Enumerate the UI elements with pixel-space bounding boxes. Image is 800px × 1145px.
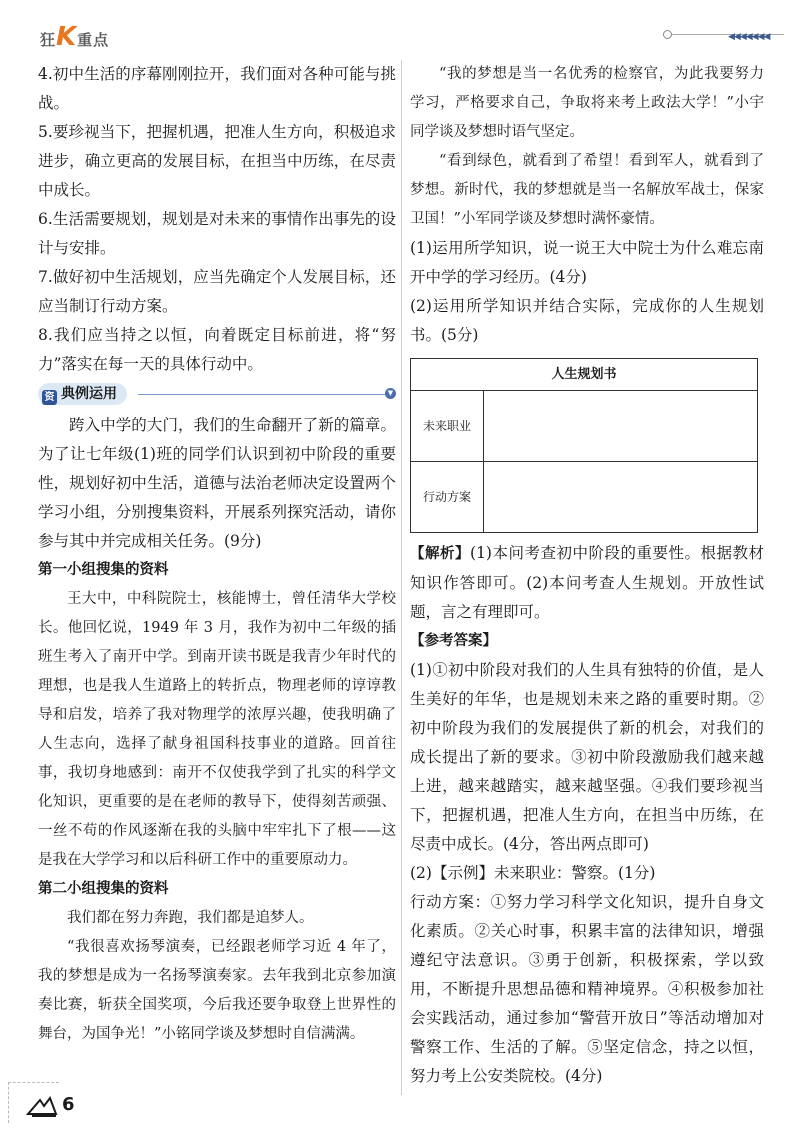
answer-2-example: (2)【示例】未来职业：警察。(1分) <box>410 864 656 882</box>
career-answer-cell[interactable] <box>484 391 758 462</box>
answer-2-plan: 行动方案：①努力学习科学文化知识，提升自身文化素质。②关心时事，积累丰富的法律知识，增强遵纪守法意识。③勇于创新，积极探索，学以致用，不断提升思想品德和精神境界。④积极参加社会实践活动，通过参加“警营开放日”等活动增加对警察工作、生活的了解。⑤坚定信念，持之以恒，努力考上公安类院校。(4分) <box>410 893 764 1085</box>
analysis-paragraph <box>410 539 764 627</box>
question-1: (1)运用所学知识，说一说王大中院士为什么难忘南开中学的学习经历。(4分) <box>410 239 764 286</box>
chevron-down-icon: ▼ <box>385 388 396 399</box>
group1-material: 王大中，中科院院士，核能博士，曾任清华大学校长。他回忆说，1949 年 3 月，我作为初中二年级的插班生考入了南开中学。到南开读书既是我青少年时代的理想，也是我人生道路上的转折点，物理老师的谆谆教导和启发，培养了我对物理学的浓厚兴趣，使我明确了人生志向，选择了献身祖国科技事业的道路。回首往事，我切身地感到：南开不仅使我学到了扎实的科学文化知识，更重要的是在老师的教导下，使得刻苦顽强、一丝不苟的作风逐渐在我的头脑中牢牢扎下了根——这是我在大学学习和以后科研工作中的重要原动力。 <box>38 591 396 868</box>
analysis-text: (1)本问考查初中阶段的重要性。根据教材知识作答即可。(2)本问考查人生规划。开放性试题，言之有理即可。 <box>410 544 764 621</box>
life-plan-table <box>410 358 758 533</box>
table-title: 人生规划书 <box>411 359 758 391</box>
column-divider <box>401 60 402 1095</box>
quote-prosecutor: “我的梦想是当一名优秀的检察官，为此我要努力学习，严格要求自己，争取将来考上政法大学！”小宇同学谈及梦想时语气坚定。 <box>410 66 764 140</box>
section-rule <box>138 394 386 395</box>
page-number: 6 <box>62 1094 75 1115</box>
header-circle-icon <box>663 30 672 39</box>
group1-heading: 第一小组搜集的资料 <box>38 562 169 578</box>
section-title-pill <box>38 383 127 405</box>
analysis-label: 【解析】 <box>410 546 471 562</box>
logo-text-a: 狂 <box>40 31 57 49</box>
answer-label: 【参考答案】 <box>410 633 497 649</box>
question-2: (2)运用所学知识并结合实际，完成你的人生规划书。(5分) <box>410 297 764 344</box>
group2-quote: “我很喜欢扬琴演奏，已经跟老师学习近 4 年了，我的梦想是成为一名扬琴演奏家。去年我到北京参加演奏比赛，斩获全国奖项，今后我还要争取登上世界性的舞台，为国争光！”小铭同学谈及梦想时自信满满。 <box>38 939 396 1042</box>
group2-heading: 第二小组搜集的资料 <box>38 881 169 897</box>
brand-logo <box>40 22 109 52</box>
group2-intro: 我们都在努力奔跑，我们都是追梦人。 <box>67 910 314 926</box>
header-arrows-icon: ◀◀◀◀◀◀◀ <box>728 32 770 42</box>
left-column <box>38 60 396 1049</box>
logo-k: K <box>56 22 78 52</box>
point-5: 5.要珍视当下，把握机遇，把准人生方向，积极追求进步，确立更高的发展目标，在担当中历练，在尽责中成长。 <box>38 123 396 199</box>
point-6: 6.生活需要规划，规划是对未来的事情作出事先的设计与安排。 <box>38 210 396 257</box>
row-label-career: 未来职业 <box>411 391 484 462</box>
row-label-plan: 行动方案 <box>411 462 484 533</box>
resource-icon: 资 <box>42 390 57 405</box>
point-7: 7.做好初中生活规划，应当先确定个人发展目标，还应当制订行动方案。 <box>38 268 396 315</box>
point-4: 4.初中生活的序幕刚刚拉开，我们面对各种可能与挑战。 <box>38 65 396 112</box>
answer-1: (1)①初中阶段对我们的人生具有独特的价值，是人生美好的年华，也是规划未来之路的重要时期。②初中阶段为我们的发展提供了新的机会，对我们的成长提出了新的要求。③初中阶段激励我们越来越上进，越来越踏实，越来越坚强。④我们要珍视当下，把握机遇，把准人生方向，在担当中历练，在尽责中成长。(4分，答出两点即可) <box>410 661 764 853</box>
plan-answer-cell[interactable] <box>484 462 758 533</box>
point-8: 8.我们应当持之以恒，向着既定目标前进，将“努力”落实在每一天的具体行动中。 <box>38 326 396 373</box>
section-title: 典例运用 <box>61 386 117 402</box>
section-header <box>38 383 396 405</box>
page-header <box>0 0 800 50</box>
intro-paragraph: 跨入中学的大门，我们的生命翻开了新的篇章。为了让七年级(1)班的同学们认识到初中阶段的重要性，规划好初中生活，道德与法治老师决定设置两个学习小组，分别搜集资料，开展系列探究活动，请你参与其中并完成相关任务。(9分) <box>38 416 396 550</box>
logo-text-b: 重点 <box>77 31 110 49</box>
right-column <box>410 60 764 1091</box>
quote-soldier: “看到绿色，就看到了希望！看到军人，就看到了梦想。新时代，我的梦想就是当一名解放军战士，保家卫国！”小军同学谈及梦想时满怀豪情。 <box>410 153 764 227</box>
